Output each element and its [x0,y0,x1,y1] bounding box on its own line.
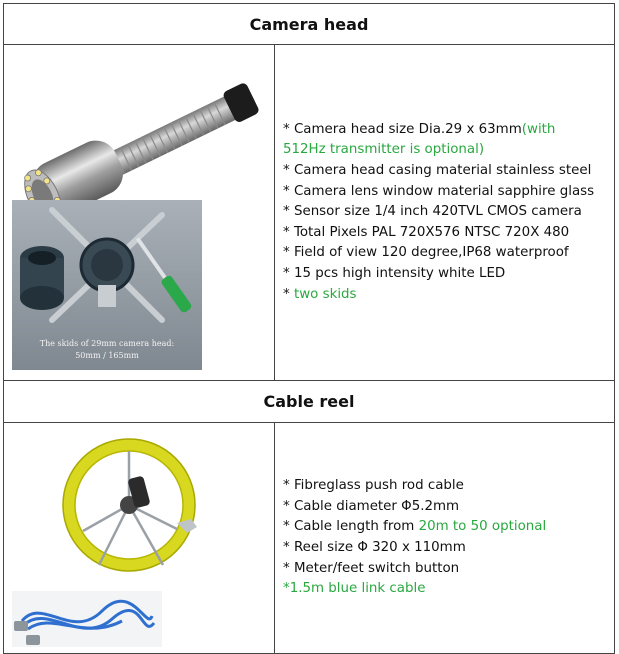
spec-highlight: *1.5m blue link cable [283,581,426,597]
cable-reel-title: Cable reel [263,392,355,411]
spec-text: * Reel size Φ 320 x 110mm [283,540,466,555]
spec-text: * Cable diameter Φ5.2mm [283,498,460,514]
spec-text: * Field of view 120 degree,IP68 waterproof [283,245,569,261]
spec-text: * Camera head casing material stainless steel [283,163,592,179]
spec-text: * Sensor size 1/4 inch 420TVL CMOS camera [283,204,582,220]
camera-head-title: Camera head [249,14,369,34]
camera-images-cell [4,45,275,380]
skids-photo [12,200,202,370]
spec-highlight: 512Hz transmitter is optional) [283,142,485,158]
spec-text: * Fibreglass push rod cable [283,478,464,494]
camera-head-row [4,45,614,381]
spec-line [283,517,546,538]
cable-reel-header [4,381,614,423]
spec-line [283,202,594,223]
spec-line [283,161,594,182]
spec-highlight: two skids [293,286,357,302]
spec-text: * Camera head size Dia.29 x 63mm [283,121,522,137]
spec-line [283,497,546,518]
camera-head-photo [14,65,269,215]
spec-line [283,559,546,580]
spec-line [283,182,594,203]
cable-specs-cell [275,423,614,653]
spec-text: * [283,286,294,302]
cable-images-cell [4,423,275,653]
spec-text: * Cable length from [283,519,419,535]
cable-reel-row [4,423,614,653]
spec-line [283,223,594,244]
camera-spec-list [283,120,594,305]
spec-highlight: 20m to 50 optional [418,519,547,535]
camera-head-header [4,4,614,45]
blue-link-cable-photo [12,591,162,647]
spec-text: * 15 pcs high intensity white LED [283,265,506,281]
spec-line [283,264,594,285]
spec-line [283,140,594,161]
spec-text: * Total Pixels PAL 720X576 NTSC 720X 480 [283,224,570,240]
spec-line [283,120,594,141]
skids-caption: The skids of 29mm camera head: 50mm / 165mm [39,339,175,360]
spec-table [3,3,615,654]
spec-text: * Meter/feet switch button [283,560,460,576]
cable-spec-list [283,476,546,600]
spec-line [283,243,594,264]
spec-line [283,285,594,306]
camera-specs-cell [275,45,614,380]
spec-line [283,579,546,600]
spec-line [283,538,546,559]
spec-highlight: (with [521,121,556,137]
spec-line [283,476,546,497]
cable-reel-photo [59,437,199,575]
spec-text: * Camera lens window material sapphire glass [283,183,595,199]
